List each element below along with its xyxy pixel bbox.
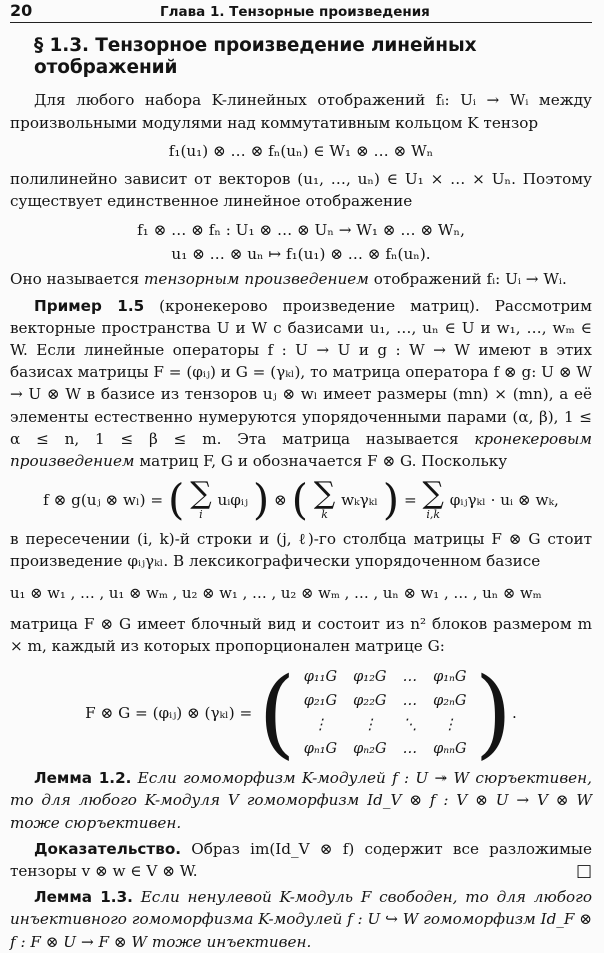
proof-text: Образ im(Id_V ⊗ f) содержит все разложимые тензоры v ⊗ w ∈ V ⊗ W. [10, 839, 592, 881]
matrix-row [296, 689, 475, 713]
matrix-cell: ⋮ [313, 717, 328, 734]
matrix-cell: φₙ₁G [303, 741, 338, 758]
block-matrix: ( φ₁₁G φ₁₂G … φ₁ₙG φ₂₁G φ₂₂G … φ₂ₙG ⋮ ⋮ ⋱ ⋮ φₙ₁G φₙ₂G … φₙₙG ) [258, 657, 513, 770]
matrix-row [296, 665, 475, 689]
paragraph-intro: Для любого набора K-линейных отображений fᵢ: Uᵢ → Wᵢ между произвольными модулями над коммутативным кольцом K тензор [10, 91, 592, 132]
matrix-cell: ⋮ [442, 717, 458, 734]
formula-map [10, 218, 592, 266]
paragraph-definition: Оно называется тензорным произведением отображений fᵢ: Uᵢ → Wᵢ. [10, 270, 567, 289]
lemma-1-2 [10, 767, 592, 834]
basis-sequence: u₁ ⊗ w₁ , … , u₁ ⊗ wₘ , u₂ ⊗ w₁ , … , u₂ ⊗ wₘ , … , uₙ ⊗ w₁ , … , uₙ ⊗ wₘ [10, 584, 542, 602]
matrix-cell: φₙₙG [433, 741, 467, 758]
running-header [10, 0, 592, 23]
matrix-cell: φ₁₁G [303, 669, 338, 686]
sum-symbol-ik: ∑ i,k [422, 476, 444, 522]
matrix-cell: … [402, 741, 418, 758]
matrix-cell: φ₁ₙG [433, 669, 467, 686]
formula-map-line-1: f₁ ⊗ … ⊗ fₙ : U₁ ⊗ … ⊗ Uₙ → W₁ ⊗ … ⊗ Wₙ, [137, 221, 465, 240]
lemma-1-3-label: Лемма 1.3. [34, 888, 133, 907]
formula-tensor: f₁(u₁) ⊗ … ⊗ fₙ(uₙ) ∈ W₁ ⊗ … ⊗ Wₙ [168, 141, 434, 160]
sum-symbol-i: ∑ i [190, 476, 212, 522]
proof-label: Доказательство. [34, 839, 182, 858]
lemma-1-2-label: Лемма 1.2. [34, 769, 132, 788]
proof [10, 838, 592, 882]
formula-block-matrix: F ⊗ G = (φᵢⱼ) ⊗ (γₖₗ) = ( φ₁₁G φ₁₂G … φ₁ₙG φ₂₁G φ₂₂G … φ₂ₙG ⋮ ⋮ ⋱ ⋮ φₙ₁G φₙ₂G … φₙₙG ) . [85, 657, 517, 770]
paragraph-block-form: матрица F ⊗ G имеет блочный вид и состоит из n² блоков размером m × m, каждый из которых пропорционален матрице G: [10, 614, 592, 656]
lemma-1-2-statement: Если гомоморфизм K-модулей f : U ↠ W сюръективен, то для любого K-модуля V гомоморфизм Id_V ⊗ f : V ⊗ U → V ⊗ W тоже сюръективен. [10, 769, 592, 832]
section-title: § 1.3. Тензорное произведение линейных отображений [34, 35, 477, 79]
page-number: 20 [10, 1, 33, 20]
matrix-cell: ⋮ [362, 717, 378, 734]
matrix-cell: … [402, 669, 418, 686]
matrix-cell: φₙ₂G [353, 741, 387, 758]
matrix-table [296, 665, 475, 761]
matrix-cell: … [402, 693, 418, 710]
term-kronecker-product: кронекеровым произведением [10, 429, 592, 471]
formula-map-line-2: u₁ ⊗ … ⊗ uₙ ↦ f₁(u₁) ⊗ … ⊗ fₙ(uₙ). [171, 245, 431, 264]
lemma-1-3 [10, 886, 592, 953]
example-paragraph: Пример 1.5 (кронекерово произведение матриц). Рассмотрим векторные пространства U и W с базисами u₁, …, uₙ ∈ U и w₁, …, wₘ ∈ W. Если линейные операторы f : U → U и g : W → W имеют в этих базисах матрицы F = (φᵢⱼ) и G = (γₖₗ), то матрица оператора f ⊗ g: U ⊗ W → U ⊗ W в базисе из тензоров uⱼ ⊗ wₗ имеет размеры (mn) × (mn), а её элементы естественно нумеруются упорядоченными парами (α, β), 1 ≤ α ≤ n, 1 ≤ β ≤ m. Эта матрица называется кронекеровым произведением матриц F, G и обозначается F ⊗ G. Поскольку [10, 296, 592, 471]
matrix-cell: φ₂ₙG [433, 693, 467, 710]
matrix-cell: φ₂₂G [353, 693, 387, 710]
matrix-cell: φ₁₂G [353, 669, 387, 686]
qed-symbol: □ [575, 861, 592, 882]
matrix-cell: φ₂₁G [303, 693, 338, 710]
chapter-title: Глава 1. Тензорные произведения [160, 4, 430, 20]
lemma-1-3-statement: Если ненулевой K-модуль F свободен, то для любого инъективного гомоморфизма K-модулей f : U ↪ W гомоморфизм Id_F ⊗ f : F ⊗ U → F ⊗ W тоже инъективен. [10, 888, 593, 951]
matrix-row [296, 737, 475, 761]
sum-symbol-k: ∑ k [313, 476, 336, 522]
term-tensor-product: тензорным произведением [144, 270, 369, 289]
formula-kronecker-sum: f ⊗ g(uⱼ ⊗ wₗ) = ( ∑ i uᵢφᵢⱼ ) ⊗ ( ∑ k wₖγₖₗ ) = ∑ i,k φᵢⱼγₖₗ · uᵢ ⊗ wₖ, [43, 475, 559, 525]
matrix-cell: ⋱ [402, 717, 418, 734]
paragraph-multilinear: полилинейно зависит от векторов (u₁, …, uₙ) ∈ U₁ × … × Uₙ. Поэтому существует единственное линейное отображение [10, 170, 592, 211]
example-label: Пример 1.5 [34, 296, 145, 315]
matrix-row [296, 713, 475, 737]
paragraph-entries: в пересечении (i, k)-й строки и (j, ℓ)-го столбца матрицы F ⊗ G стоит произведение φᵢⱼγₖₗ. В лексикографически упорядоченном базисе [10, 530, 592, 571]
